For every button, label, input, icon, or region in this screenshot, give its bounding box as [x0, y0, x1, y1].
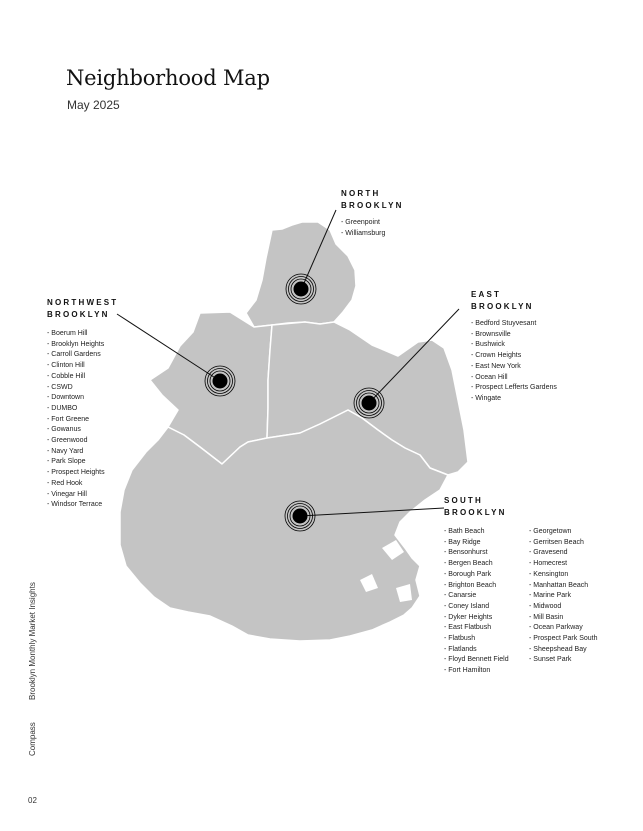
label-south-brooklyn: SOUTH BROOKLYN [444, 496, 507, 517]
list-item: - Flatbush [444, 634, 509, 645]
list-item: - Manhattan Beach [529, 581, 597, 592]
list-item: - Gowanus [47, 425, 105, 436]
list-item: - Wingate [471, 394, 557, 405]
list-item: - East New York [471, 362, 557, 373]
list-item: - Gravesend [529, 548, 597, 559]
list-item: - Ocean Parkway [529, 623, 597, 634]
list-east [471, 319, 557, 405]
list-item: - DUMBO [47, 404, 105, 415]
list-item: - Floyd Bennett Field [444, 655, 509, 666]
list-item: - Park Slope [47, 457, 105, 468]
list-item: - Bensonhurst [444, 548, 509, 559]
list-item: - Brooklyn Heights [47, 340, 105, 351]
page-number: 02 [28, 796, 37, 805]
list-item: - Bay Ridge [444, 538, 509, 549]
list-item: - Fort Greene [47, 415, 105, 426]
list-item: - Brighton Beach [444, 581, 509, 592]
list-item: - Gerritsen Beach [529, 538, 597, 549]
list-item: - Red Hook [47, 479, 105, 490]
label-northwest-brooklyn: NORTHWEST BROOKLYN [47, 298, 119, 319]
list-item: - Mill Basin [529, 613, 597, 624]
list-item: - Bergen Beach [444, 559, 509, 570]
label-north-brooklyn: NORTH BROOKLYN [341, 189, 404, 210]
list-item: - Sheepshead Bay [529, 645, 597, 656]
list-item: - Georgetown [529, 527, 597, 538]
list-item: - Marine Park [529, 591, 597, 602]
list-item: - Midwood [529, 602, 597, 613]
page-title: Neighborhood Map [66, 66, 270, 90]
list-item: - Boerum Hill [47, 329, 105, 340]
list-item: - Prospect Lefferts Gardens [471, 383, 557, 394]
list-item: - Fort Hamilton [444, 666, 509, 677]
list-item: - Dyker Heights [444, 613, 509, 624]
list-item: - Borough Park [444, 570, 509, 581]
list-item: - Williamsburg [341, 229, 385, 240]
list-item: - Bath Beach [444, 527, 509, 538]
list-item: - Sunset Park [529, 655, 597, 666]
list-item: - Greenpoint [341, 218, 385, 229]
list-item: - Windsor Terrace [47, 500, 105, 511]
region-south [120, 410, 448, 641]
list-item: - Kensington [529, 570, 597, 581]
region-north [246, 222, 356, 327]
list-item: - Ocean Hill [471, 373, 557, 384]
list-north [341, 218, 385, 239]
list-northwest [47, 329, 105, 511]
list-item: - Prospect Park South [529, 634, 597, 645]
list-item: - Clinton Hill [47, 361, 105, 372]
publication-name: Brooklyn Monthly Market Insights [28, 582, 37, 700]
list-item: - Vinegar Hill [47, 490, 105, 501]
list-item: - Flatlands [444, 645, 509, 656]
list-item: - CSWD [47, 383, 105, 394]
list-south-col1 [444, 527, 509, 677]
list-item: - Carroll Gardens [47, 350, 105, 361]
list-south-col2 [529, 527, 597, 666]
page-date: May 2025 [67, 98, 120, 112]
label-east-brooklyn: EAST BROOKLYN [471, 290, 534, 311]
brand-name: Compass [28, 722, 37, 756]
list-item: - Brownsville [471, 330, 557, 341]
list-item: - Bedford Stuyvesant [471, 319, 557, 330]
list-item: - Homecrest [529, 559, 597, 570]
list-item: - Cobble Hill [47, 372, 105, 383]
list-item: - Crown Heights [471, 351, 557, 362]
list-item: - Prospect Heights [47, 468, 105, 479]
list-item: - Coney Island [444, 602, 509, 613]
list-item: - Navy Yard [47, 447, 105, 458]
list-item: - Downtown [47, 393, 105, 404]
land-regions [120, 222, 468, 641]
list-item: - Bushwick [471, 340, 557, 351]
list-item: - Canarsie [444, 591, 509, 602]
list-item: - Greenwood [47, 436, 105, 447]
list-item: - East Flatbush [444, 623, 509, 634]
